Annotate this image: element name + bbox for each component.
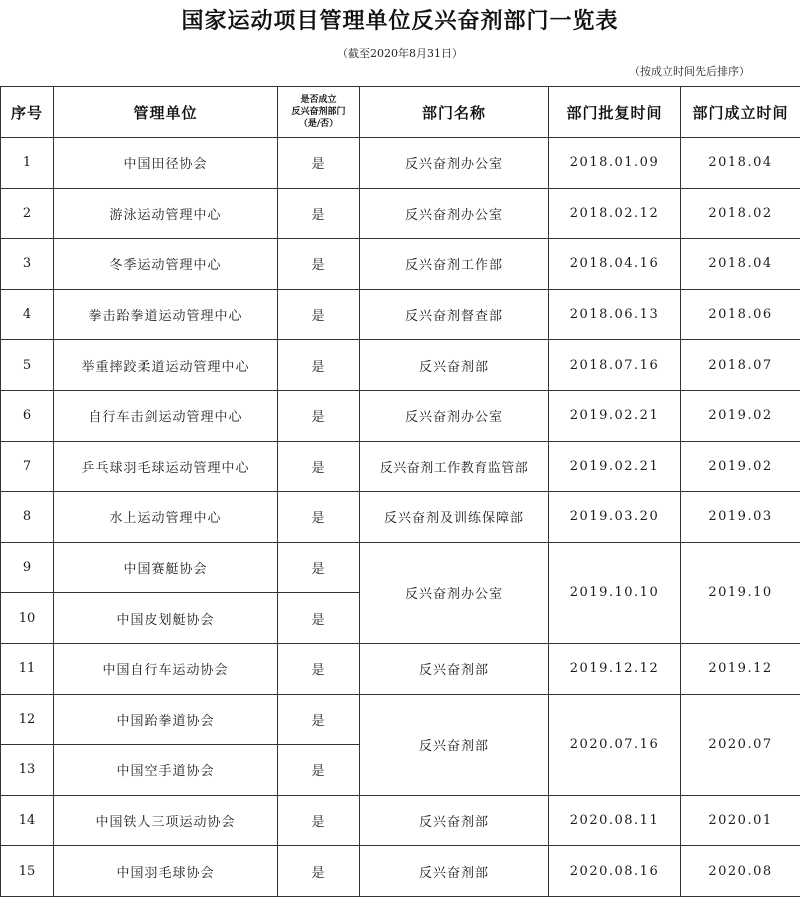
- header-established-line3: （是/否）: [278, 118, 359, 130]
- cell-approval: 2018.06.13: [549, 289, 681, 340]
- cell-founded: 2020.01: [681, 795, 800, 846]
- cell-founded: 2020.08: [681, 846, 800, 897]
- table-row: [1, 441, 800, 492]
- cell-seq: 5: [1, 340, 54, 391]
- cell-dept: 反兴奋剂办公室: [360, 138, 549, 189]
- cell-established: 是: [278, 289, 360, 340]
- cell-dept: 反兴奋剂督查部: [360, 289, 549, 340]
- cell-established: 是: [278, 340, 360, 391]
- cell-seq: 11: [1, 643, 54, 694]
- header-established: [278, 87, 360, 138]
- table-row: [1, 188, 800, 239]
- cell-approval: 2019.10.10: [549, 542, 681, 643]
- header-dept: 部门名称: [360, 87, 549, 138]
- cell-established: 是: [278, 542, 360, 593]
- cell-unit: 游泳运动管理中心: [54, 188, 278, 239]
- cell-established: 是: [278, 745, 360, 796]
- cell-established: 是: [278, 795, 360, 846]
- cell-founded: 2019.03: [681, 492, 800, 543]
- table-row: [1, 390, 800, 441]
- cell-established: 是: [278, 441, 360, 492]
- cell-approval: 2018.04.16: [549, 239, 681, 290]
- cell-seq: 2: [1, 188, 54, 239]
- cell-approval: 2018.07.16: [549, 340, 681, 391]
- cell-unit: 拳击跆拳道运动管理中心: [54, 289, 278, 340]
- cell-dept: 反兴奋剂部: [360, 846, 549, 897]
- cell-established: 是: [278, 188, 360, 239]
- cell-founded: 2018.06: [681, 289, 800, 340]
- cell-unit: 中国空手道协会: [54, 745, 278, 796]
- sort-order-note: （按成立时间先后排序）: [629, 63, 750, 79]
- table-row: [1, 138, 800, 189]
- cell-unit: 中国赛艇协会: [54, 542, 278, 593]
- cell-dept: 反兴奋剂部: [360, 694, 549, 795]
- cell-established: 是: [278, 239, 360, 290]
- table-row: [1, 643, 800, 694]
- cell-established: 是: [278, 390, 360, 441]
- cell-dept: 反兴奋剂部: [360, 340, 549, 391]
- cell-approval: 2020.07.16: [549, 694, 681, 795]
- cell-founded: 2018.07: [681, 340, 800, 391]
- cell-dept: 反兴奋剂办公室: [360, 542, 549, 643]
- cell-seq: 1: [1, 138, 54, 189]
- cell-founded: 2018.04: [681, 239, 800, 290]
- cell-dept: 反兴奋剂工作部: [360, 239, 549, 290]
- header-seq: 序号: [1, 87, 54, 138]
- cell-approval: 2019.12.12: [549, 643, 681, 694]
- cell-established: 是: [278, 593, 360, 644]
- cell-seq: 14: [1, 795, 54, 846]
- cell-established: 是: [278, 694, 360, 745]
- cell-approval: 2018.01.09: [549, 138, 681, 189]
- as-of-date: （截至2020年8月31日）: [0, 45, 800, 61]
- header-unit: 管理单位: [54, 87, 278, 138]
- cell-seq: 12: [1, 694, 54, 745]
- cell-approval: 2019.03.20: [549, 492, 681, 543]
- table-row: [1, 340, 800, 391]
- cell-seq: 7: [1, 441, 54, 492]
- header-approval: 部门批复时间: [549, 87, 681, 138]
- cell-seq: 3: [1, 239, 54, 290]
- cell-unit: 举重摔跤柔道运动管理中心: [54, 340, 278, 391]
- table-row: [1, 239, 800, 290]
- cell-seq: 4: [1, 289, 54, 340]
- cell-unit: 水上运动管理中心: [54, 492, 278, 543]
- cell-established: 是: [278, 138, 360, 189]
- table-header-row: [1, 87, 800, 138]
- cell-unit: 中国跆拳道协会: [54, 694, 278, 745]
- cell-seq: 10: [1, 593, 54, 644]
- cell-unit: 自行车击剑运动管理中心: [54, 390, 278, 441]
- cell-seq: 15: [1, 846, 54, 897]
- cell-established: 是: [278, 492, 360, 543]
- header-founded: 部门成立时间: [681, 87, 800, 138]
- cell-approval: 2019.02.21: [549, 441, 681, 492]
- cell-approval: 2018.02.12: [549, 188, 681, 239]
- table-row: [1, 694, 800, 745]
- table-row: [1, 289, 800, 340]
- anti-doping-departments-table: [0, 86, 800, 897]
- cell-founded: 2019.10: [681, 542, 800, 643]
- cell-dept: 反兴奋剂及训练保障部: [360, 492, 549, 543]
- cell-dept: 反兴奋剂办公室: [360, 390, 549, 441]
- page-title: 国家运动项目管理单位反兴奋剂部门一览表: [0, 4, 800, 35]
- header-established-line1: 是否成立: [278, 94, 359, 106]
- cell-unit: 中国自行车运动协会: [54, 643, 278, 694]
- cell-established: 是: [278, 643, 360, 694]
- table-row: [1, 542, 800, 593]
- cell-seq: 6: [1, 390, 54, 441]
- cell-approval: 2020.08.11: [549, 795, 681, 846]
- cell-unit: 冬季运动管理中心: [54, 239, 278, 290]
- cell-unit: 乒乓球羽毛球运动管理中心: [54, 441, 278, 492]
- table-row: [1, 846, 800, 897]
- header-established-line2: 反兴奋剂部门: [278, 106, 359, 118]
- cell-seq: 13: [1, 745, 54, 796]
- cell-approval: 2020.08.16: [549, 846, 681, 897]
- cell-unit: 中国田径协会: [54, 138, 278, 189]
- cell-seq: 8: [1, 492, 54, 543]
- cell-unit: 中国皮划艇协会: [54, 593, 278, 644]
- cell-dept: 反兴奋剂部: [360, 643, 549, 694]
- cell-dept: 反兴奋剂部: [360, 795, 549, 846]
- cell-unit: 中国羽毛球协会: [54, 846, 278, 897]
- cell-seq: 9: [1, 542, 54, 593]
- cell-unit: 中国铁人三项运动协会: [54, 795, 278, 846]
- cell-founded: 2020.07: [681, 694, 800, 795]
- table-row: [1, 492, 800, 543]
- cell-dept: 反兴奋剂工作教育监管部: [360, 441, 549, 492]
- table-row: [1, 795, 800, 846]
- cell-dept: 反兴奋剂办公室: [360, 188, 549, 239]
- cell-founded: 2018.04: [681, 138, 800, 189]
- cell-founded: 2019.02: [681, 390, 800, 441]
- cell-founded: 2019.02: [681, 441, 800, 492]
- cell-founded: 2019.12: [681, 643, 800, 694]
- cell-established: 是: [278, 846, 360, 897]
- cell-approval: 2019.02.21: [549, 390, 681, 441]
- cell-founded: 2018.02: [681, 188, 800, 239]
